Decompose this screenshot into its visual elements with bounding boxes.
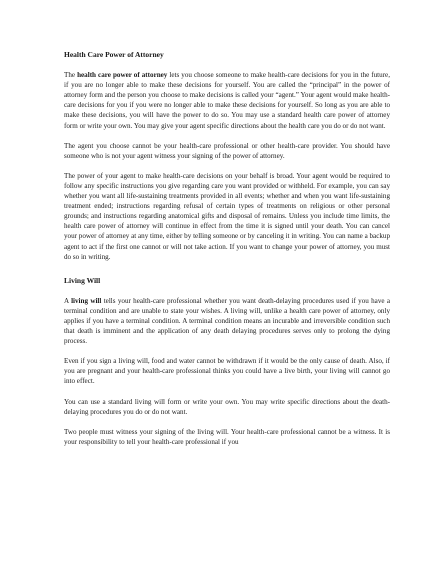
text-lead: The <box>64 71 78 80</box>
section-title-living-will: Living Will <box>64 275 101 285</box>
paragraph-living-will-form: You can use a standard living will form or write your own. You may write specific directions about the death-delaying procedures you do or do not want. <box>64 397 390 416</box>
text-rest: lets you choose someone to make health-care decisions for you in the future, if you are no longer able to make these decisions for yourself. You are called the “principal” in the power of attorney form and the person you choose to make decisions is called your “agent.” Your agent would make health-care decisions for you if you were no longer able to make these decisions for yourself. So long as you are able to make these decisions, you will have the power to do so. You may use a standard health care power of attorney form or write your own. You may give your agent specific directions about the health care you do or do not want. <box>64 71 390 130</box>
section-title-health-care-poa: Health Care Power of Attorney <box>64 50 164 59</box>
paragraph-poa-powers: The power of your agent to make health-care decisions on your behalf is broad. Your agent would be required to follow any specific instructions you give regarding care you want provided or withheld. For example, you can say whether you want all life-sustaining treatments provided in all events; whether and when you want life-sustaining treatment ended; instructions regarding refusal of certain types of treatments on religious or other personal grounds; and instructions regarding anatomical gifts and disposal of remains. Unless you include time limits, the health care power of attorney will continue in effect from the time it is signed until your death. You can cancel your power of attorney at any time, either by telling someone or by canceling it in writing. You can name a backup agent to act if the first one cannot or will not take action. If you want to change your power of attorney, you must do so in writing. <box>64 171 390 261</box>
term-living-will: living will <box>71 296 102 305</box>
term-health-care-power-of-attorney: health care power of attorney <box>77 71 168 80</box>
text-rest: tells your health-care professional whether you want death-delaying procedures used if you have a terminal condition and are unable to state your wishes. A living will, unlike a health care power of attorney, only applies if you have a terminal condition. A terminal condition means an incurable and irreversible condition such that death is imminent and the application of any death delaying procedures serves only to prolong the dying process. <box>64 296 390 346</box>
paragraph-poa-agent: The agent you choose cannot be your health-care professional or other health-care provider. You should have someone who is not your agent witness your signing of the power of attorney. <box>64 141 390 160</box>
paragraph-living-will-witness: Two people must witness your signing of the living will. Your health-care professional cannot be a witness. It is your responsibility to tell your health-care professional if you <box>64 427 390 446</box>
paragraph-living-will-food-water: Even if you sign a living will, food and water cannot be withdrawn if it would be the only cause of death. Also, if you are pregnant and your health-care professional thinks you could have a live birth, your living will cannot go into effect. <box>64 357 390 386</box>
paragraph-living-will-intro <box>64 296 390 346</box>
text-lead: A <box>64 296 72 305</box>
paragraph-poa-intro <box>64 70 390 131</box>
